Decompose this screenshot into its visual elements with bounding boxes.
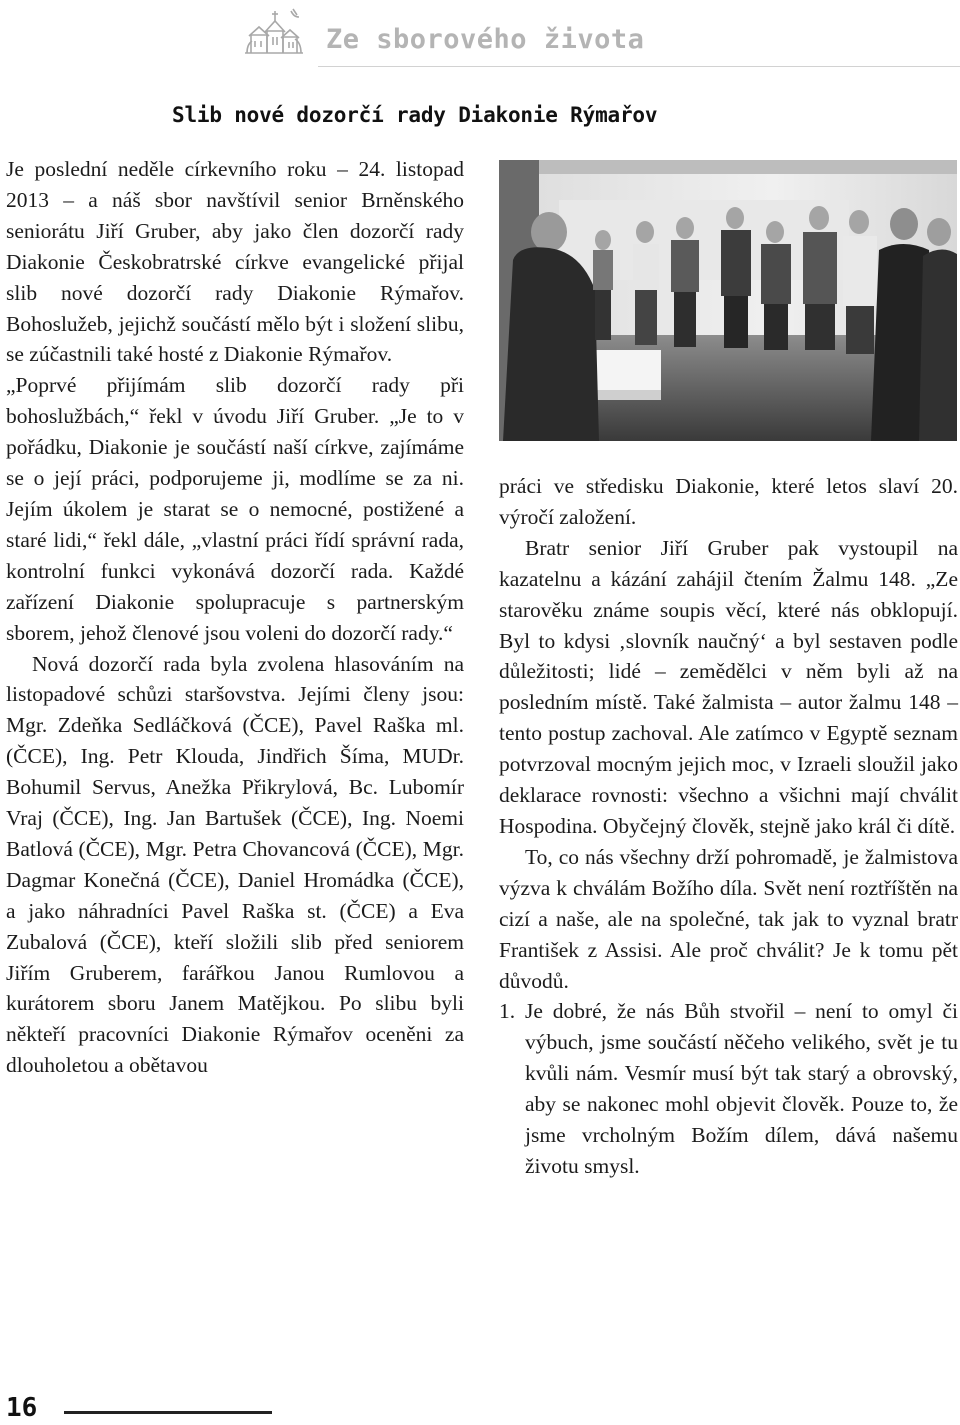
left-paragraph-1: Je poslední neděle církevního roku – 24. listopad 2013 – a náš sbor navštívil senior Brněnského seniorátu Jiří Gruber, aby jako člen dozorčí rady Diakonie Českobratrské církve evangelické přijal slib nové dozorčí rady Diakonie Rýmařov. Bohoslužeb, jejichž součástí mělo být i složení slibu, se zúčastnili také hosté z Diakonie Rýmařov.	[6, 157, 464, 367]
left-paragraph-2: „Poprvé přijímám slib dozorčí rady při bohoslužbách,“ řekl v úvodu Jiří Gruber. „Je to v pořádku, Diakonie je součástí naší církve, zajímáme se o její práci, podporujeme ji, modlíme se za ni. Jejím úkolem je starat se o nemocné, postižené a staré lidi,“ řekl dále, „vlastní práci řídí správní rada, kontrolní funkci vykonává dozorčí rada. Každé zařízení Diakonie spolupracuje s partnerským sborem, jehož členové jsou voleni do dozorčí rady.“	[6, 373, 464, 645]
right-paragraph-1: práci ve středisku Diakonie, které letos slaví 20. výročí založení.	[499, 474, 958, 529]
footer-divider	[64, 1411, 272, 1414]
list-item-number: 1.	[499, 999, 516, 1024]
reasons-list	[499, 996, 958, 1181]
left-paragraph-3: Nová dozorčí rada byla zvolena hlasováním na listopadové schůzi staršovstva. Jejími členy jsou: Mgr. Zdeňka Sedláčková (ČCE), Pavel Raška ml. (ČCE), Ing. Petr Klouda, Jindřich Šíma, MUDr. Bohumil Servus, Anežka Přikrylová, Bc. Lubomír Vraj (ČCE), Ing. Jan Bartušek (ČCE), Ing. Noemi Batlová (ČCE), Mgr. Petra Chovancová (ČCE), Mgr. Dagmar Konečná (ČCE), Daniel Hromádka (ČCE), a jako náhradníci Pavel Raška st. (ČCE) a Eva Zubalová (ČCE), kteří složili slib před seniorem Jiřím Gruberem, farářkou Janou Rumlovou a kurátorem sboru Janem Matějkou. Po slibu byli někteří pracovníci Diakonie Rýmařov oceněni za dlouholetou a obětavou	[6, 651, 464, 1078]
church-icon	[243, 5, 305, 57]
list-item-text: Je dobré, že nás Bůh stvořil – není to omyl či výbuch, jsme součástí něčeho velikého, svět je tu kvůli nám. Vesmír musí být tak starý a obrovský, aby se nakonec mohl objevit člověk. Pouze to, že jsme vrcholným Božím dílem, dává našemu životu smysl.	[525, 999, 958, 1178]
ceremony-photo	[499, 160, 957, 441]
page-number: 16	[6, 1393, 38, 1423]
header-divider	[318, 66, 960, 67]
right-paragraph-2: Bratr senior Jiří Gruber pak vystoupil na kazatelnu a kázání zahájil čtením Žalmu 148. „Ze starověku známe soupis věcí, které nás obklopují. Byl to kdysi ‚slovník naučný‘ a byl sestaven podle důležitosti; lidé – zemědělci v něm byli až na posledním místě. Také žalmista – autor žalmu 148 – tento postup zachoval. Ale zatímco v Egyptě seznam potvrzoval mocným jejich moc, v Izraeli sloužil jako deklarace rovnosti: všechno a všichni mají chválit Hospodina. Obyčejný člověk, stejně jako král či dítě.	[499, 535, 958, 838]
list-item	[499, 996, 958, 1181]
section-title: Ze sborového života	[326, 24, 645, 55]
right-column	[499, 471, 958, 1182]
right-paragraph-3: To, co nás všechny drží pohromadě, je žalmistova výzva k chválám Božího díla. Svět není roztříštěn na cizí a naše, ale na společné, tak jak to vyznal bratr František z Assisi. Ale proč chválit? Je k tomu pět důvodů.	[499, 844, 958, 993]
left-column	[6, 154, 464, 1081]
article-title: Slib nové dozorčí rady Diakonie Rýmařov	[172, 103, 658, 127]
